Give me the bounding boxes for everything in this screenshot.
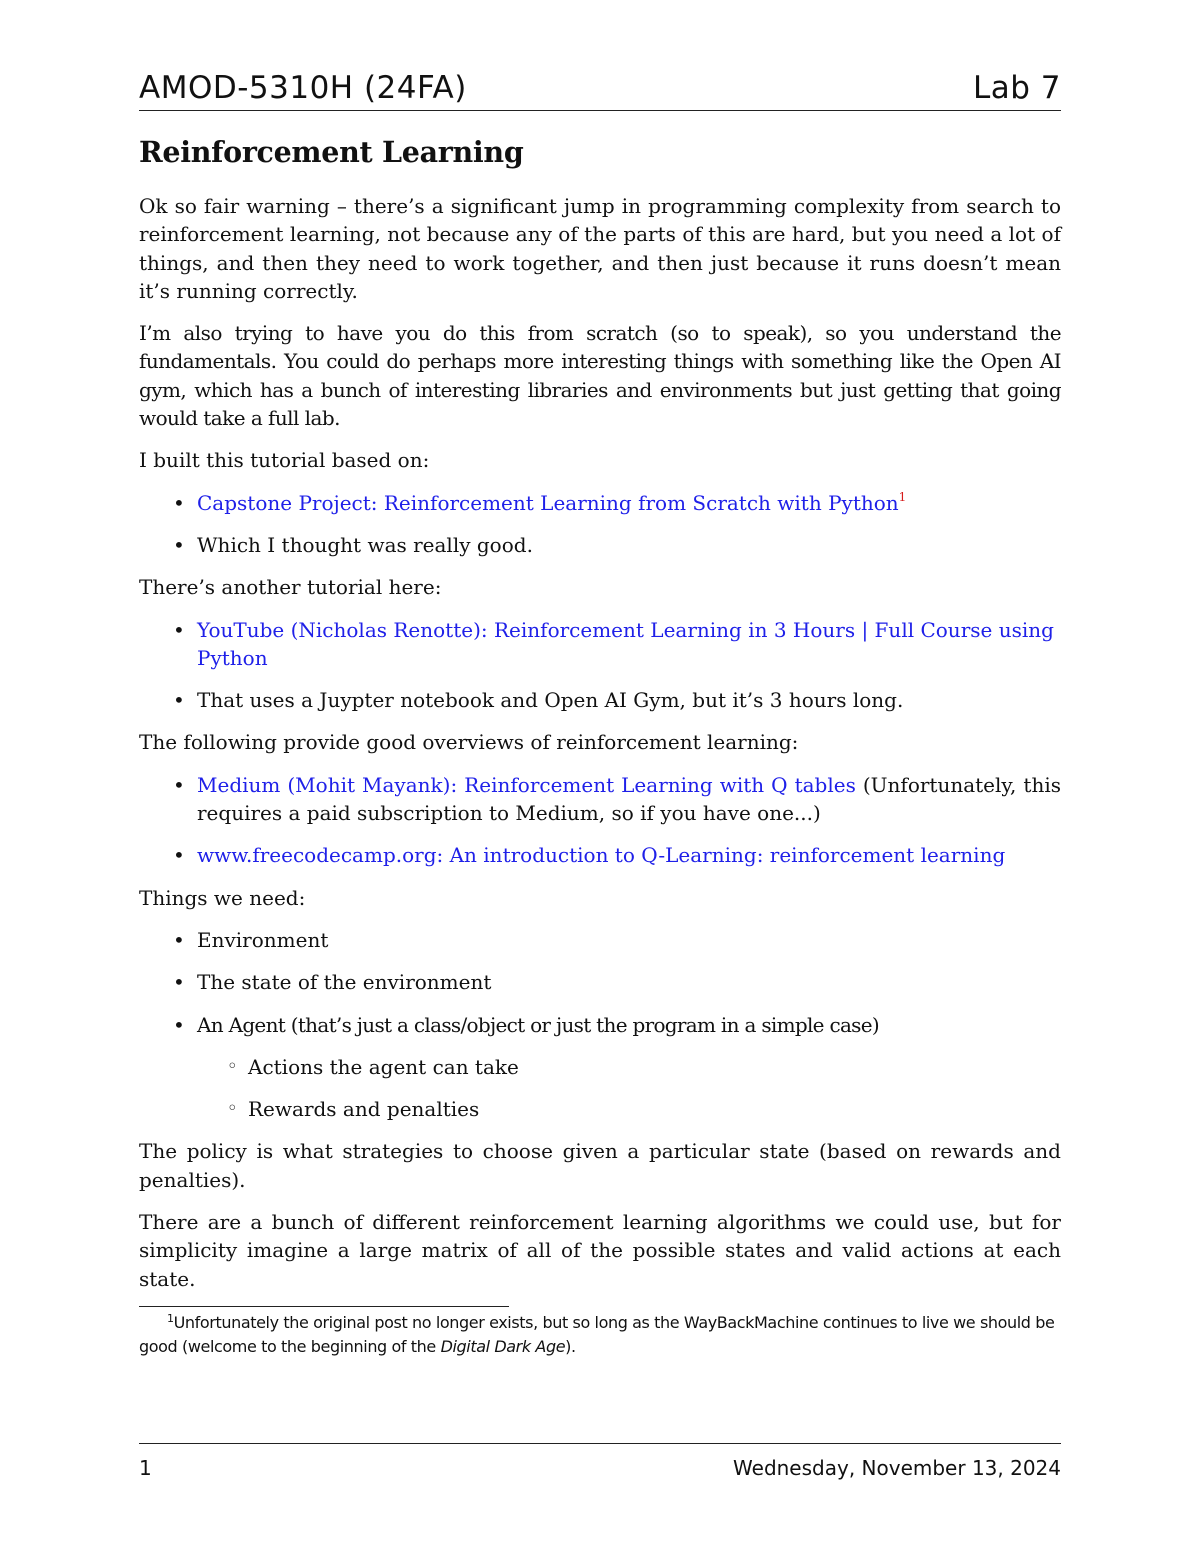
list-item [139, 968, 1061, 996]
main-content [139, 132, 1061, 1307]
footnote-number: 1 [167, 1312, 174, 1325]
another-tutorial-intro: There’s another tutorial here: [139, 575, 442, 600]
overviews-intro: The following provide good overviews of reinforcement learning: [139, 730, 799, 755]
need-agent: An Agent (that’s just a class/object or just the program in a simple case) [197, 1012, 879, 1037]
overviews-list [139, 771, 1061, 870]
another-tutorial-list [139, 616, 1061, 715]
algorithms-paragraph: There are a bunch of different reinforcement learning algorithms we could use, but for simplicity imagine a large matrix of all of the possible states and valid actions at each state. [139, 1210, 1061, 1291]
list-item [139, 616, 1061, 673]
lab-number: Lab 7 [972, 70, 1061, 106]
need-rewards: Rewards and penalties [248, 1097, 480, 1122]
page-number: 1 [139, 1456, 152, 1480]
sublist-item [197, 1095, 1061, 1123]
need-actions: Actions the agent can take [248, 1054, 519, 1079]
footnote [139, 1311, 1061, 1359]
need-state: The state of the environment [197, 970, 492, 995]
list-item [139, 489, 1061, 517]
course-code: AMOD-5310H (24FA) [139, 70, 467, 106]
youtube-comment: That uses a Juypter notebook and Open AI Gym, but it’s 3 hours long. [197, 688, 904, 713]
footer-date: Wednesday, November 13, 2024 [733, 1456, 1061, 1480]
freecodecamp-link[interactable]: www.freecodecamp.org: An introduction to Q-Learning: reinforcement learning [197, 843, 1006, 868]
list-item [139, 771, 1061, 828]
intro-paragraph-1: Ok so fair warning – there’s a significant jump in programming complexity from search to reinforcement learning, not because any of the parts of this are hard, but you need a lot of things, and then they need to work together, and then just because it runs doesn’t mean it’s running correctly. [139, 194, 1061, 303]
list-item [139, 1011, 1061, 1124]
tutorial-comment: Which I thought was really good. [197, 532, 533, 557]
list-item [139, 841, 1061, 869]
intro-paragraph-2: I’m also trying to have you do this from scratch (so to speak), so you understand the fundamentals. You could do perhaps more interesting things with something like the Open AI gym, which has a bunch of interesting libraries and environments but just getting that going would take a full lab. [139, 321, 1061, 431]
footnote-emphasis: Digital Dark Age [440, 1337, 566, 1356]
medium-note: (Unfortunately, this requires a paid subscription to Medium, so if you have one...) [197, 772, 1062, 826]
agent-sublist [197, 1053, 1061, 1124]
list-item [139, 531, 1061, 559]
need-environment: Environment [197, 927, 329, 952]
list-item [139, 926, 1061, 954]
sublist-item [197, 1053, 1061, 1081]
capstone-link[interactable]: Capstone Project: Reinforcement Learning from Scratch with Python [197, 490, 899, 515]
footnote-divider [139, 1306, 509, 1307]
needs-list [139, 926, 1061, 1123]
medium-link[interactable]: Medium (Mohit Mayank): Reinforcement Learning with Q tables [197, 772, 856, 797]
footnote-text-after: ). [565, 1337, 576, 1356]
youtube-link[interactable]: YouTube (Nicholas Renotte): Reinforcement Learning in 3 Hours | Full Course using Python [197, 617, 1054, 670]
footnote-text-before: Unfortunately the original post no longer exists, but so long as the WayBackMachine continues to live we should be good (welcome to the beginning of the [139, 1313, 1055, 1356]
page-header [139, 66, 1061, 111]
list-item [139, 686, 1061, 714]
tutorial-intro: I built this tutorial based on: [139, 448, 430, 473]
needs-intro: Things we need: [139, 885, 306, 910]
tutorial-list [139, 489, 1061, 560]
policy-paragraph: The policy is what strategies to choose given a particular state (based on rewards and penalties). [139, 1139, 1061, 1192]
page-footer [139, 1443, 1061, 1484]
section-title: Reinforcement Learning [139, 135, 524, 169]
footnote-reference[interactable]: 1 [898, 489, 907, 504]
